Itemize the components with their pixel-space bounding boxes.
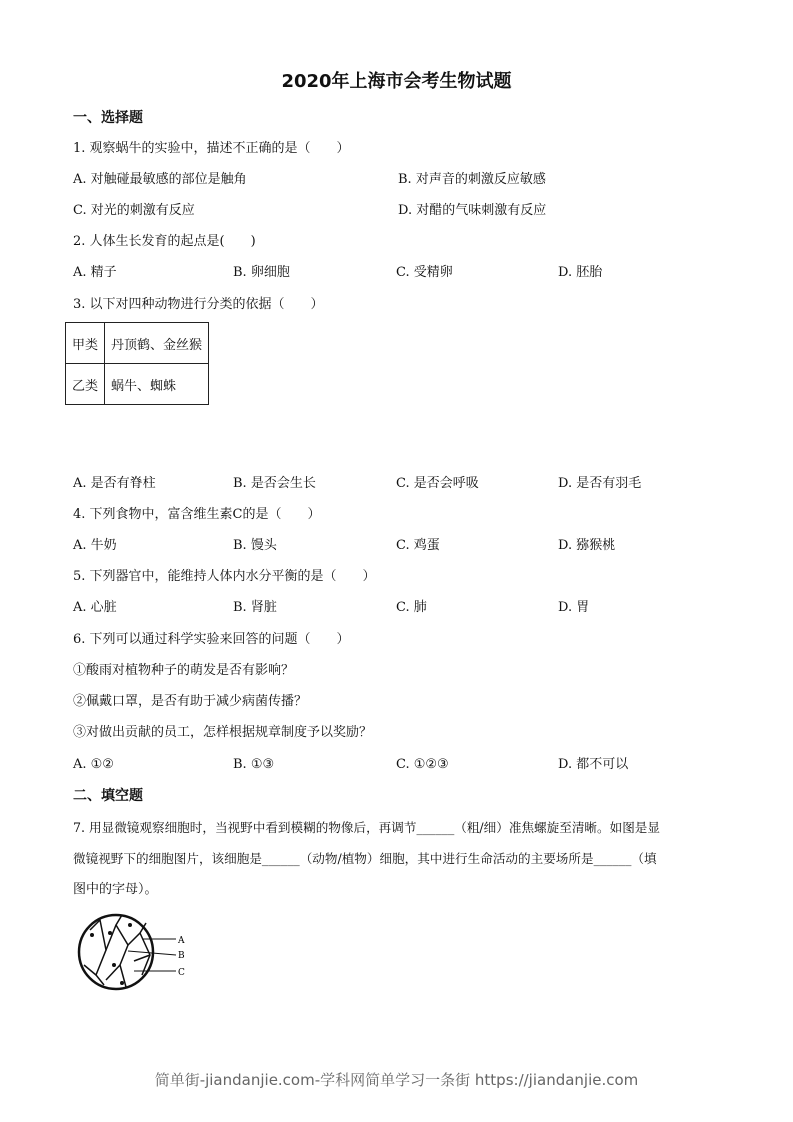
option: D. 是否有羽毛 bbox=[558, 476, 642, 491]
option: D. 胚胎 bbox=[558, 265, 603, 280]
option: B. 是否会生长 bbox=[233, 476, 316, 491]
option: B. 卵细胞 bbox=[233, 265, 290, 280]
option: A. 心脏 bbox=[73, 600, 117, 615]
table-cell: 丹顶鹤、金丝猴 bbox=[105, 323, 209, 364]
question-7-cont: 微镜视野下的细胞图片，该细胞是______（动物/植物）细胞，其中进行生命活动的主要场所是______（填 bbox=[73, 851, 657, 866]
statement: ①酸雨对植物种子的萌发是否有影响？ bbox=[73, 663, 295, 678]
option: C. ①②③ bbox=[396, 757, 449, 772]
option: B. ①③ bbox=[233, 757, 275, 772]
option: B. 馒头 bbox=[233, 538, 277, 553]
table-cell: 乙类 bbox=[66, 364, 105, 405]
option: A. 精子 bbox=[73, 265, 117, 280]
table-cell: 蜗牛、蜘蛛 bbox=[105, 364, 209, 405]
option: D. 对醋的气味刺激有反应 bbox=[398, 203, 547, 218]
section-heading-choice: 一、选择题 bbox=[73, 110, 143, 126]
option: A. ①② bbox=[73, 757, 114, 772]
option: A. 对触碰最敏感的部位是触角 bbox=[73, 172, 247, 187]
option: A. 是否有脊柱 bbox=[73, 476, 156, 491]
option: C. 对光的刺激有反应 bbox=[73, 203, 195, 218]
table-row bbox=[66, 364, 209, 405]
option: D. 胃 bbox=[558, 600, 590, 615]
option: B. 对声音的刺激反应敏感 bbox=[398, 172, 546, 187]
option: C. 是否会呼吸 bbox=[396, 476, 479, 491]
option: B. 肾脏 bbox=[233, 600, 277, 615]
page-title: 2020年上海市会考生物试题 bbox=[281, 71, 512, 92]
statement: ②佩戴口罩，是否有助于减少病菌传播？ bbox=[73, 694, 308, 709]
question-7-cont: 图中的字母）。 bbox=[73, 882, 158, 897]
footer-watermark: 简单街-jiandanjie.com-学科网简单学习一条街 https://jiandanjie.com bbox=[154, 1071, 639, 1089]
question-1: 1. 观察蜗牛的实验中，描述不正确的是（ ） bbox=[73, 141, 350, 156]
option: D. 猕猴桃 bbox=[558, 538, 616, 553]
option: C. 受精卵 bbox=[396, 265, 453, 280]
question-5: 5. 下列器官中，能维持人体内水分平衡的是（ ） bbox=[73, 569, 376, 584]
option: A. 牛奶 bbox=[73, 538, 117, 553]
question-2: 2. 人体生长发育的起点是( ) bbox=[73, 234, 256, 249]
option: C. 肺 bbox=[396, 600, 427, 615]
table-cell: 甲类 bbox=[66, 323, 105, 364]
question-3: 3. 以下对四种动物进行分类的依据（ ） bbox=[73, 297, 324, 312]
label-a: A bbox=[178, 936, 185, 946]
cell-micrograph-figure bbox=[70, 905, 220, 1005]
section-heading-fill: 二、填空题 bbox=[73, 788, 143, 804]
question-7: 7. 用显微镜观察细胞时，当视野中看到模糊的物像后，再调节______（粗/细）准焦螺旋至清晰。如图是显 bbox=[73, 820, 660, 835]
label-b: B bbox=[178, 951, 185, 961]
question-4: 4. 下列食物中，富含维生素C的是（ ） bbox=[73, 507, 321, 522]
option: D. 都不可以 bbox=[558, 757, 629, 772]
label-c: C bbox=[178, 968, 185, 978]
question-6: 6. 下列可以通过科学实验来回答的问题（ ） bbox=[73, 632, 350, 647]
classification-table bbox=[65, 322, 209, 405]
statement: ③对做出贡献的员工，怎样根据规章制度予以奖励？ bbox=[73, 725, 373, 740]
option: C. 鸡蛋 bbox=[396, 538, 440, 553]
table-row bbox=[66, 323, 209, 364]
